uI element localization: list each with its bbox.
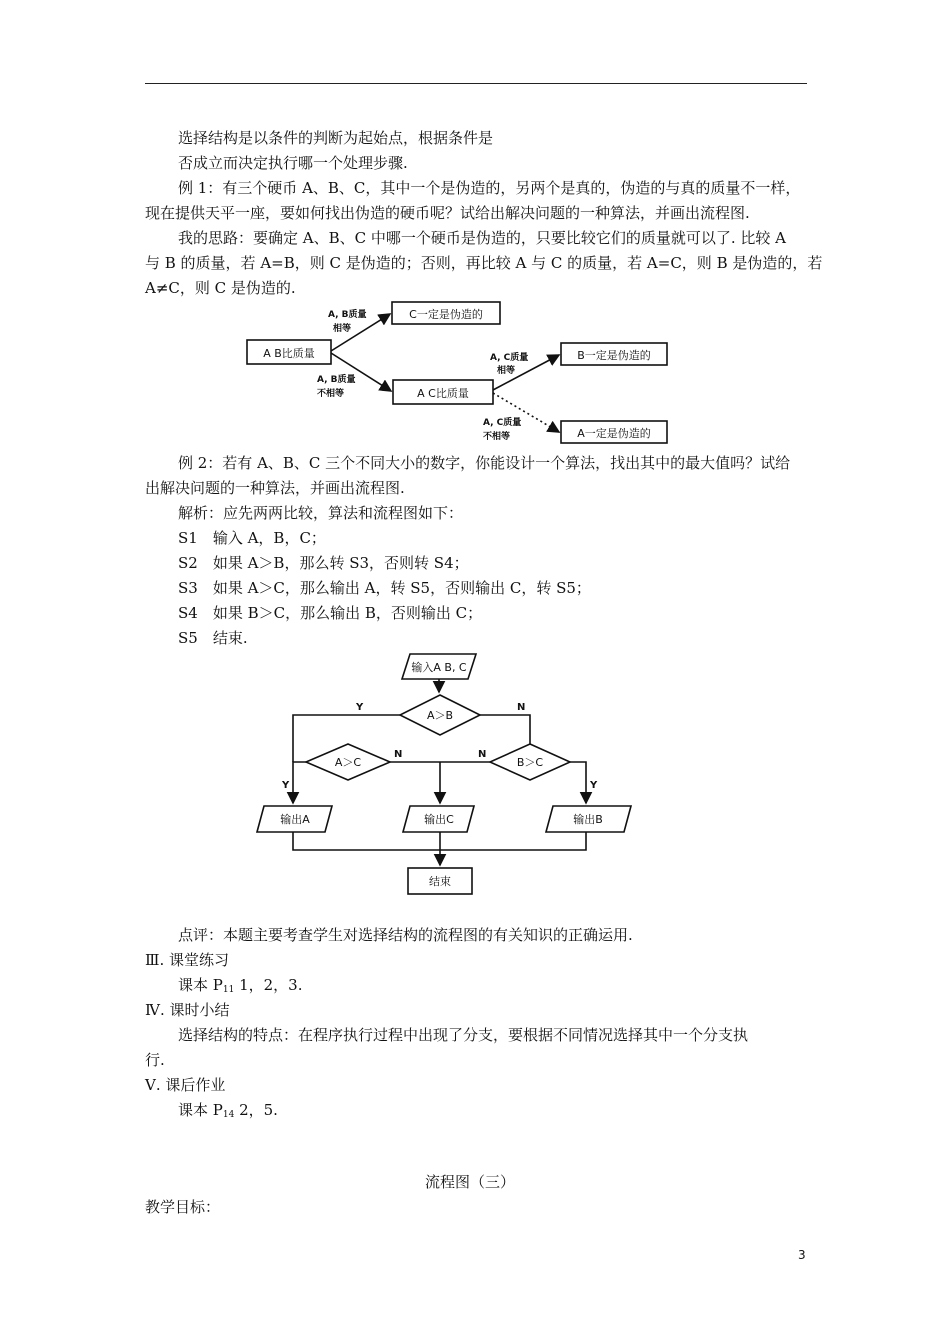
section4-title: Ⅳ. 课时小结: [145, 1001, 230, 1019]
step-s5: S5 结束.: [178, 629, 248, 647]
no-label-bc: N: [478, 749, 487, 760]
example2-line-1: 例 2：若有 A、B、C 三个不同大小的数字，你能设计一个算法，找出其中的最大值吗？试给: [178, 454, 791, 472]
step-s1: S1 输入 A，B，C；: [178, 529, 326, 547]
output-c-label: 输出C: [424, 813, 454, 826]
label-ab-unequal-2: 不相等: [317, 389, 345, 399]
example2-line-2: 出解决问题的一种算法，并画出流程图.: [145, 479, 405, 497]
analysis-line: 解析：应先两两比较，算法和流程图如下：: [178, 504, 464, 522]
step-s3: S3 如果 A＞C，那么输出 A，转 S5，否则输出 C，转 S5；: [178, 579, 591, 597]
output-a-label: 输出A: [280, 813, 310, 826]
intro-line-1: 选择结构是以条件的判断为起始点，根据条件是: [178, 129, 494, 147]
step-s2: S2 如果 A＞B，那么转 S3，否则转 S4；: [178, 554, 469, 572]
yes-label-ab: Y: [356, 702, 364, 713]
comment-line: 点评：本题主要考查学生对选择结构的流程图的有关知识的正确运用.: [178, 926, 633, 944]
next-section-title: 流程图（三）: [425, 1173, 516, 1191]
idea-line-1: 我的思路：要确定 A、B、C 中哪一个硬币是伪造的，只要比较它们的质量就可以了. 比较 A: [178, 229, 787, 247]
arrow-to-output-b: [570, 762, 586, 803]
section4-line-1: 选择结构的特点：在程序执行过程中出现了分支，要根据不同情况选择其中一个分支执: [178, 1026, 749, 1044]
output-b-label: 输出B: [573, 813, 603, 826]
cond-ab-label: A＞B: [426, 709, 454, 722]
section3-text: 课本 $P_{11}$ 1，2，3.: [178, 976, 303, 995]
yes-label-ac: Y: [282, 780, 290, 791]
teaching-goal-label: 教学目标：: [145, 1198, 221, 1216]
example1-line-2: 现在提供天平一座，要如何找出伪造的硬币呢？试给出解决问题的一种算法，并画出流程图.: [145, 204, 750, 222]
yes-label-bc: Y: [590, 780, 598, 791]
label-ac-equal-2: 相等: [497, 366, 516, 376]
label-compare-ab: A B比质量: [263, 347, 315, 360]
label-b-fake: B一定是伪造的: [577, 349, 651, 362]
no-label-ab: N: [517, 702, 526, 713]
label-a-fake: A一定是伪造的: [577, 427, 651, 440]
line-ab-no: [480, 715, 530, 744]
label-compare-ac: A C比质量: [417, 387, 469, 400]
section5-title: Ⅴ. 课后作业: [145, 1076, 226, 1094]
intro-line-2: 否成立而决定执行哪一个处理步骤.: [178, 154, 408, 172]
idea-line-2: 与 B 的质量，若 A=B，则 C 是伪造的；否则，再比较 A 与 C 的质量，若 A=C，则 B 是伪造的，若: [145, 254, 823, 272]
label-ab-unequal-1: A, B质量: [317, 375, 356, 385]
no-label-ac: N: [394, 749, 403, 760]
end-label: 结束: [429, 875, 451, 888]
coin-flowchart: [0, 0, 950, 460]
label-ac-unequal-2: 不相等: [483, 432, 511, 442]
input-label: 输入A B, C: [411, 661, 467, 674]
label-ab-equal-2: 相等: [333, 324, 352, 334]
label-ab-equal-1: A, B质量: [328, 310, 367, 320]
section3-title: Ⅲ. 课堂练习: [145, 951, 230, 969]
cond-bc-label: B＞C: [516, 756, 544, 769]
cond-ac-label: A＞C: [334, 756, 362, 769]
arrow-ab-unequal: [331, 353, 391, 391]
section5-text: 课本 $P_{14}$ 2，5.: [178, 1101, 278, 1120]
max-flowchart: [0, 640, 950, 910]
label-ac-unequal-1: A, C质量: [483, 418, 522, 428]
label-ac-equal-1: A, C质量: [490, 353, 529, 363]
page-number: 3: [798, 1248, 806, 1262]
section4-line-2: 行.: [145, 1051, 165, 1069]
step-s4: S4 如果 B＞C，那么输出 B，否则输出 C；: [178, 604, 483, 622]
label-c-fake: C一定是伪造的: [409, 308, 483, 321]
arrow-to-output-a: [293, 762, 306, 803]
idea-line-3: A≠C，则 C 是伪造的.: [145, 279, 296, 297]
example1-line-1: 例 1：有三个硬币 A、B、C，其中一个是伪造的，另两个是真的，伪造的与真的质量不一样，: [178, 179, 801, 197]
line-ab-yes: [293, 715, 403, 762]
